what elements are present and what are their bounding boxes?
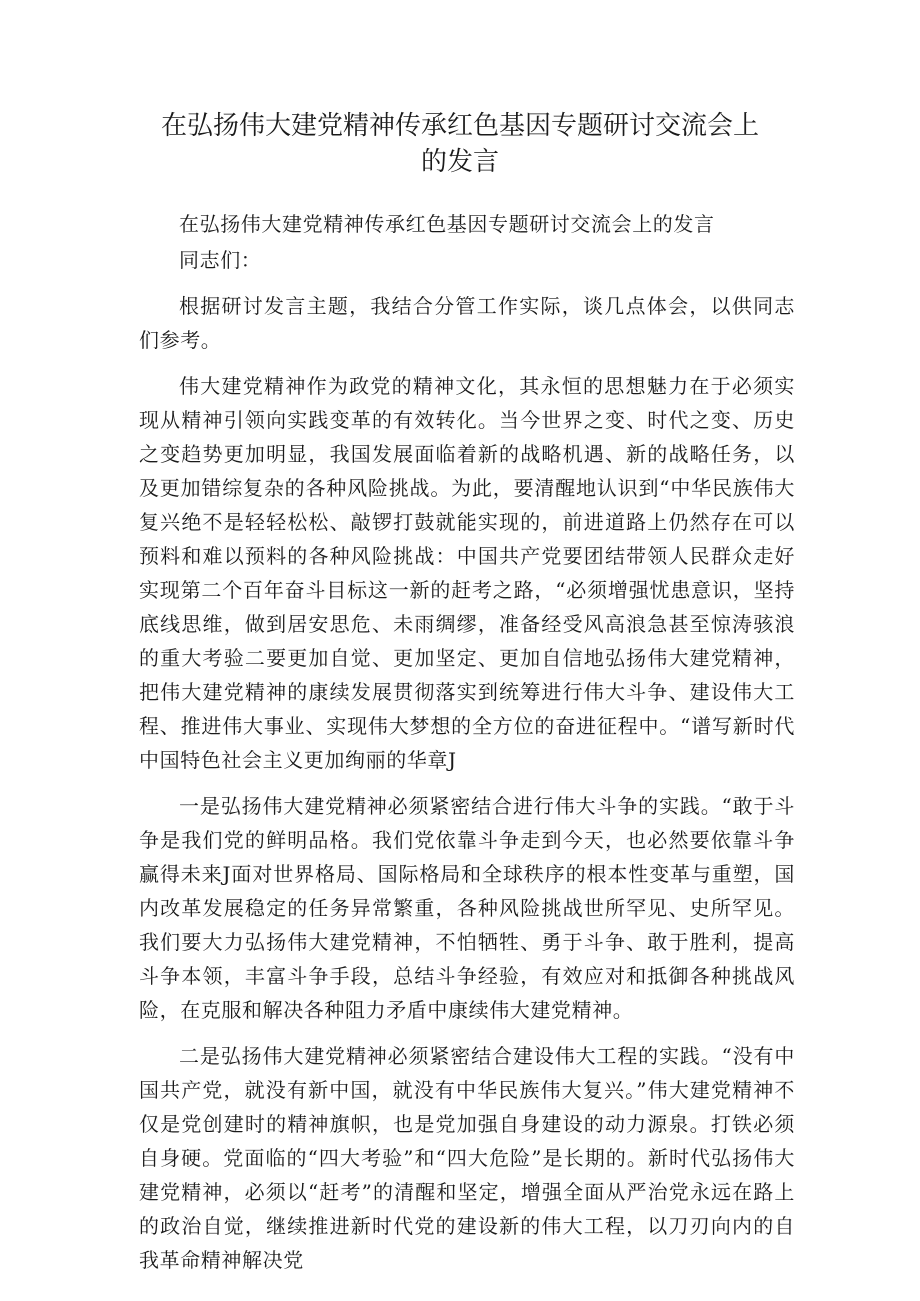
- subtitle-paragraph: 在弘扬伟大建党精神传承红色基因专题研讨交流会上的发言: [179, 212, 715, 236]
- body-paragraph-party-building: 二是弘扬伟大建党精神必须紧密结合建设伟大工程的实践。“没有中国共产党，就没有新中国，就没有中华民族伟大复兴。”伟大建党精神不仅是党创建时的精神旗帜，也是党加强自身建设的动力源泉。打铁必须自身硬。党面临的“四大考验”和“四大危险”是长期的。新时代弘扬伟大建党精神，必须以“赶考”的清醒和坚定，增强全面从严治党永远在路上的政治自觉，继续推进新时代党的建设新的伟大工程，以刀刃向内的自我革命精神解决党: [139, 1044, 795, 1272]
- body-paragraph-context: 伟大建党精神作为政党的精神文化，其永恒的思想魅力在于必须实现从精神引领向实践变革的有效转化。当今世界之变、时代之变、历史之变趋势更加明显，我国发展面临着新的战略机遇、新的战略任务，以及更加错综复杂的各种风险挑战。为此，要清醒地认识到“中华民族伟大复兴绝不是轻轻松松、敲锣打鼓就能实现的，前进道路上仍然存在可以预料和难以预料的各种风险挑战：中国共产党要团结带领人民群众走好实现第二个百年奋斗目标这一新的赶考之路，“必须增强忧患意识，坚持底线思维，做到居安思危、未雨绸缪，准备经受风高浪急甚至惊涛骇浪的重大考验二要更加自觉、更加坚定、更加自信地弘扬伟大建党精神，把伟大建党精神的康续发展贯彻落实到统筹进行伟大斗争、建设伟大工程、推进伟大事业、实现伟大梦想的全方位的奋进征程中。“谱写新时代中国特色社会主义更加绚丽的华章J: [139, 374, 795, 772]
- document-body: [139, 207, 795, 1277]
- title-line-1: 在弘扬伟大建党精神传承红色基因专题研讨交流会上: [160, 111, 759, 141]
- title-line-2: 的发言: [420, 147, 499, 177]
- body-paragraph-struggle: 一是弘扬伟大建党精神必须紧密结合进行伟大斗争的实践。“敢于斗争是我们党的鲜明品格。我们党依靠斗争走到今天，也必然要依靠斗争赢得未来J面对世界格局、国际格局和全球秩序的根本性变革与重塑，国内改革发展稳定的任务异常繁重，各种风险挑战世所罕见、史所罕见。我们要大力弘扬伟大建党精神，不怕牺牲、勇于斗争、敢于胜利，提高斗争本领，丰富斗争手段，总结斗争经验，有效应对和抵御各种挑战风险，在克服和解决各种阻力矛盾中康续伟大建党精神。: [139, 794, 795, 1022]
- intro-paragraph: 根据研讨发言主题，我结合分管工作实际，谈几点体会，以供同志们参考。: [139, 294, 795, 352]
- document-title: [140, 108, 780, 180]
- salutation-paragraph: 同志们：: [179, 248, 262, 272]
